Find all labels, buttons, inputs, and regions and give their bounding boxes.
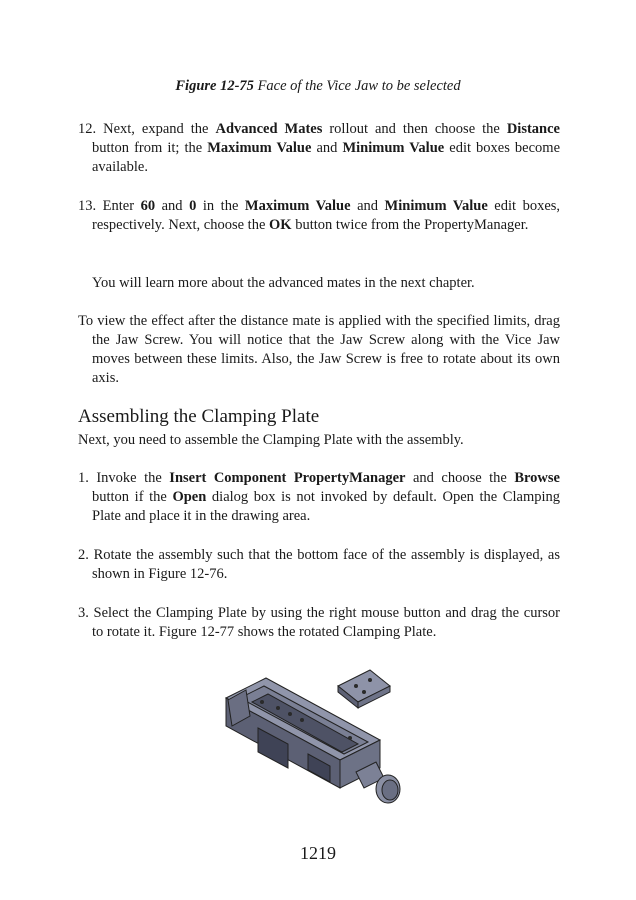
bold-term: Minimum Value	[384, 198, 488, 214]
step-1-paragraph	[78, 469, 560, 526]
bold-term: 60	[140, 198, 156, 214]
text: and choose the	[405, 470, 515, 486]
clamping-plate-icon	[338, 670, 390, 708]
text: 1. Invoke the	[78, 470, 170, 486]
bold-term: Open	[172, 489, 207, 505]
step-12-paragraph	[78, 120, 560, 177]
text: in the	[196, 198, 245, 214]
text: and	[155, 198, 190, 214]
text: rollout and then choose the	[322, 121, 507, 137]
vice-assembly-figure	[218, 656, 410, 812]
jaw-screw-icon	[356, 762, 400, 803]
bold-term: 0	[189, 198, 197, 214]
step-2-paragraph: 2. Rotate the assembly such that the bottom face of the assembly is displayed, as shown in Figure 12-76.	[78, 547, 560, 582]
text: 12. Next, expand the	[78, 121, 216, 137]
bold-term: Maximum Value	[244, 198, 351, 214]
text: 13. Enter	[78, 198, 141, 214]
text: and	[350, 198, 385, 214]
bold-term: Distance	[506, 121, 560, 137]
text: button twice from the PropertyManager.	[291, 217, 529, 233]
section-heading: Assembling the Clamping Plate	[78, 406, 320, 427]
bold-term: Insert Component PropertyManager	[169, 470, 406, 486]
text: dialog box is not invoked by default. Open the Clamping Plate and place it in the drawing area.	[92, 489, 560, 524]
bold-term: Maximum Value	[207, 140, 312, 156]
step-13-paragraph	[78, 197, 560, 235]
figure-label: Figure 12-75	[175, 78, 254, 94]
bold-term: Minimum Value	[342, 140, 445, 156]
page-number: 1219	[300, 843, 336, 863]
text: button from it; the	[92, 140, 208, 156]
section-intro: Next, you need to assemble the Clamping Plate with the assembly.	[78, 432, 464, 448]
note-paragraph: You will learn more about the advanced mates in the next chapter.	[92, 275, 475, 291]
view-effect-paragraph: To view the effect after the distance mate is applied with the specified limits, drag the Jaw Screw. You will notice that the Jaw Screw along with the Vice Jaw moves between these limits. Also, the Jaw Screw is free to rotate about its own axis.	[78, 313, 560, 386]
text: button if the	[92, 489, 173, 505]
text: edit boxes become available.	[92, 140, 561, 175]
bold-term: Browse	[514, 470, 560, 486]
step-3-paragraph: 3. Select the Clamping Plate by using the right mouse button and drag the cursor to rotate it. Figure 12-77 shows the rotated Clamping Plate.	[78, 605, 560, 640]
bold-term: Advanced Mates	[215, 121, 323, 137]
figure-caption	[0, 78, 636, 95]
figure-caption-text: Face of the Vice Jaw to be selected	[253, 78, 461, 94]
text: edit boxes, respectively. Next, choose the	[92, 198, 561, 233]
bold-term: OK	[269, 217, 292, 233]
text: and	[311, 140, 343, 156]
